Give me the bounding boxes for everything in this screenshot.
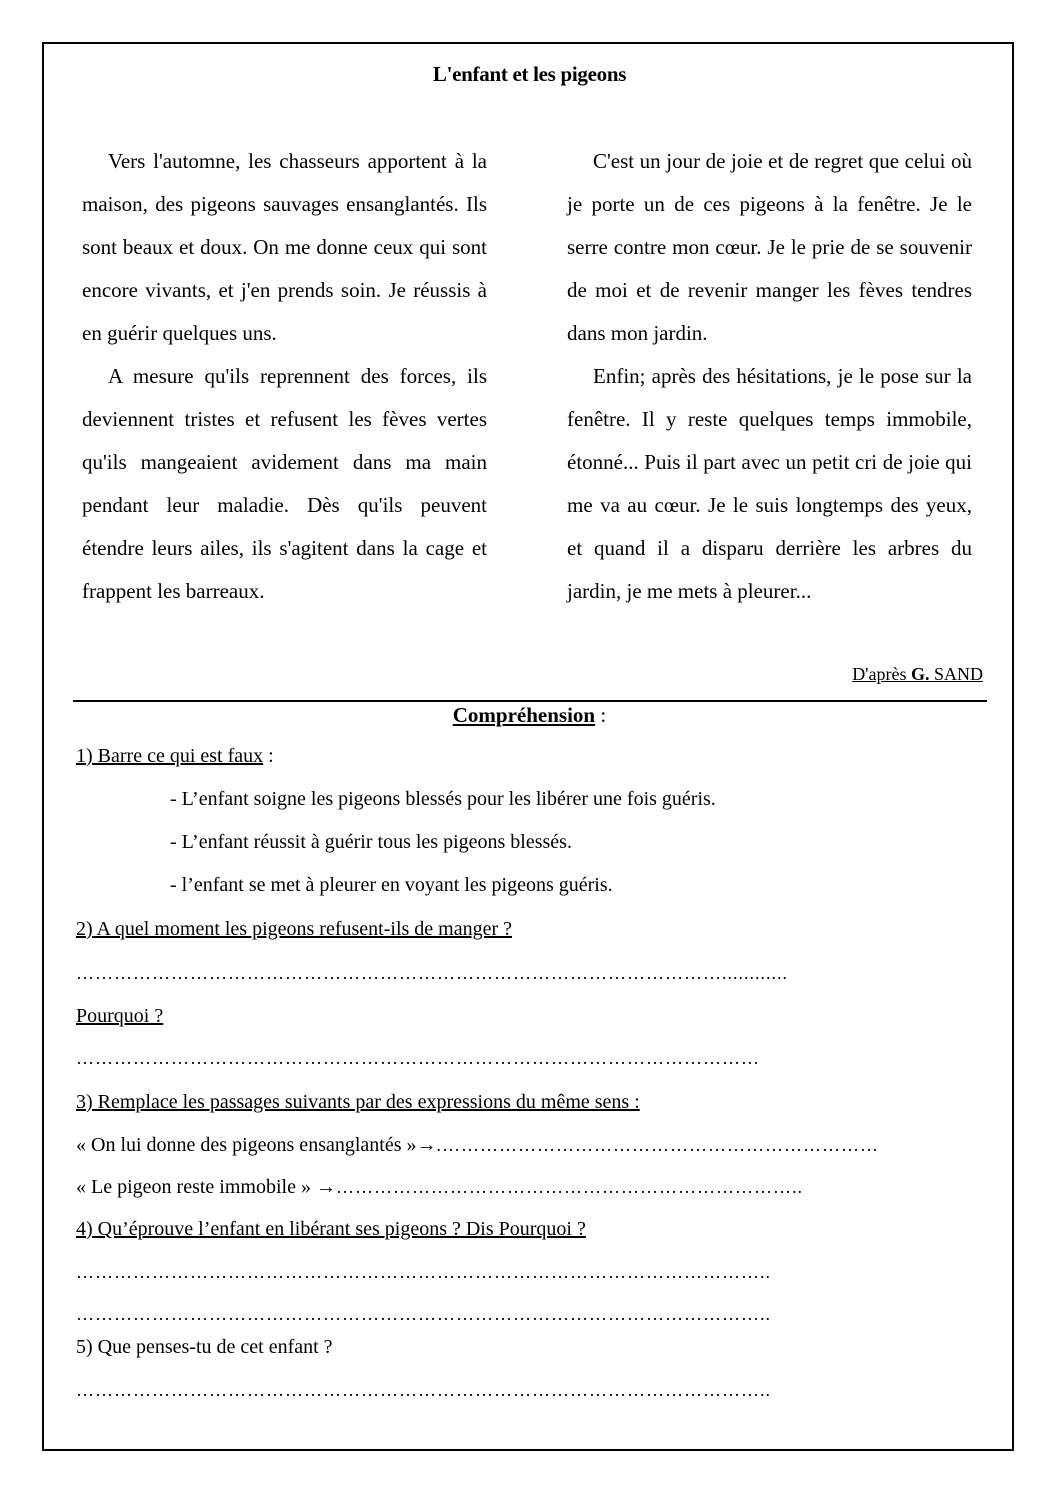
question-2-label: 2) A quel moment les pigeons refusent-ils de manger ? — [76, 918, 513, 940]
comprehension-heading-colon: : — [595, 703, 607, 727]
question-3-item — [76, 1134, 879, 1157]
question-1-option[interactable]: - l’enfant se met à pleurer en voyant les pigeons guéris. — [170, 874, 613, 896]
question-3-answer-line[interactable]: .…………………………………………………………… — [436, 1135, 879, 1155]
comprehension-heading — [0, 703, 1059, 728]
paragraph: A mesure qu'ils reprennent des forces, ils deviennent tristes et refusent les fèves vertes qu'ils mangeaient avidement dans ma main pendant leur maladie. Dès qu'ils peuvent étendre leurs ailes, ils s'agitent dans la cage et frappent les barreaux. — [82, 364, 487, 603]
text-source — [852, 664, 983, 685]
paragraph: Enfin; après des hésitations, je le pose sur la fenêtre. Il y reste quelques temps immobile, étonné... Puis il part avec un petit cri de joie qui me va au cœur. Je le suis longtemps des yeux, et quand il a disparu derrière les arbres du jardin, je me mets à pleurer... — [567, 364, 972, 603]
question-5 — [76, 1336, 333, 1359]
question-1-colon: : — [263, 745, 274, 767]
question-4 — [76, 1218, 586, 1241]
question-5-answer-line[interactable]: ……………………………………………………………………………………………….. — [76, 1380, 771, 1400]
question-2 — [76, 918, 512, 941]
question-2-answer-line[interactable]: …………………………………………………………………………………………............ — [76, 963, 788, 983]
question-1-option[interactable]: - L’enfant soigne les pigeons blessés pour les libérer une fois guéris. — [170, 788, 716, 810]
paragraph: C'est un jour de joie et de regret que celui où je porte un de ces pigeons à la fenêtre. Je le serre contre mon cœur. Je le prie de se souvenir de moi et de revenir manger les fèves tendres dans mon jardin. — [567, 149, 972, 345]
question-1-label: 1) Barre ce qui est faux — [76, 745, 264, 767]
question-1 — [76, 745, 274, 768]
question-2-followup — [76, 1005, 163, 1028]
text-right-column — [567, 140, 972, 613]
question-3-answer-line[interactable]: ……………………………………………………………….. — [335, 1177, 803, 1197]
source-author-initial: G. — [910, 664, 930, 684]
question-1-option[interactable]: - L’enfant réussit à guérir tous les pigeons blessés. — [170, 831, 572, 853]
question-3-item — [76, 1176, 803, 1199]
question-3-phrase: « On lui donne des pigeons ensanglantés » — [76, 1134, 417, 1156]
text-left-column — [82, 140, 487, 613]
question-3 — [76, 1091, 640, 1114]
question-3-phrase: « Le pigeon reste immobile » — [76, 1176, 316, 1198]
question-3-label: 3) Remplace les passages suivants par des expressions du même sens : — [76, 1091, 640, 1113]
question-4-answer-line[interactable]: ……………………………………………………………………………………………….. — [76, 1304, 771, 1324]
paragraph: Vers l'automne, les chasseurs apportent à la maison, des pigeons sauvages ensanglantés. Ils sont beaux et doux. On me donne ceux qui sont encore vivants, et j'en prends soin. Je réussis à en guérir quelques uns. — [82, 149, 487, 345]
question-2-followup-label: Pourquoi ? — [76, 1005, 164, 1027]
question-4-answer-line[interactable]: ……………………………………………………………………………………………….. — [76, 1262, 771, 1282]
question-2-followup-answer-line[interactable]: ……………………………………………………………………………………………… — [76, 1048, 760, 1068]
question-5-label: 5) Que penses-tu de cet enfant ? — [76, 1336, 333, 1358]
page-title: L'enfant et les pigeons — [432, 62, 627, 86]
section-divider — [73, 700, 987, 702]
arrow-right-icon: → — [416, 1134, 437, 1156]
question-4-label: 4) Qu’éprouve l’enfant en libérant ses pigeons ? Dis Pourquoi ? — [76, 1218, 586, 1240]
arrow-right-icon: → — [315, 1176, 336, 1198]
source-author-name: SAND — [929, 664, 983, 684]
source-prefix: D'après — [852, 664, 911, 684]
comprehension-heading-label: Compréhension — [452, 703, 596, 727]
